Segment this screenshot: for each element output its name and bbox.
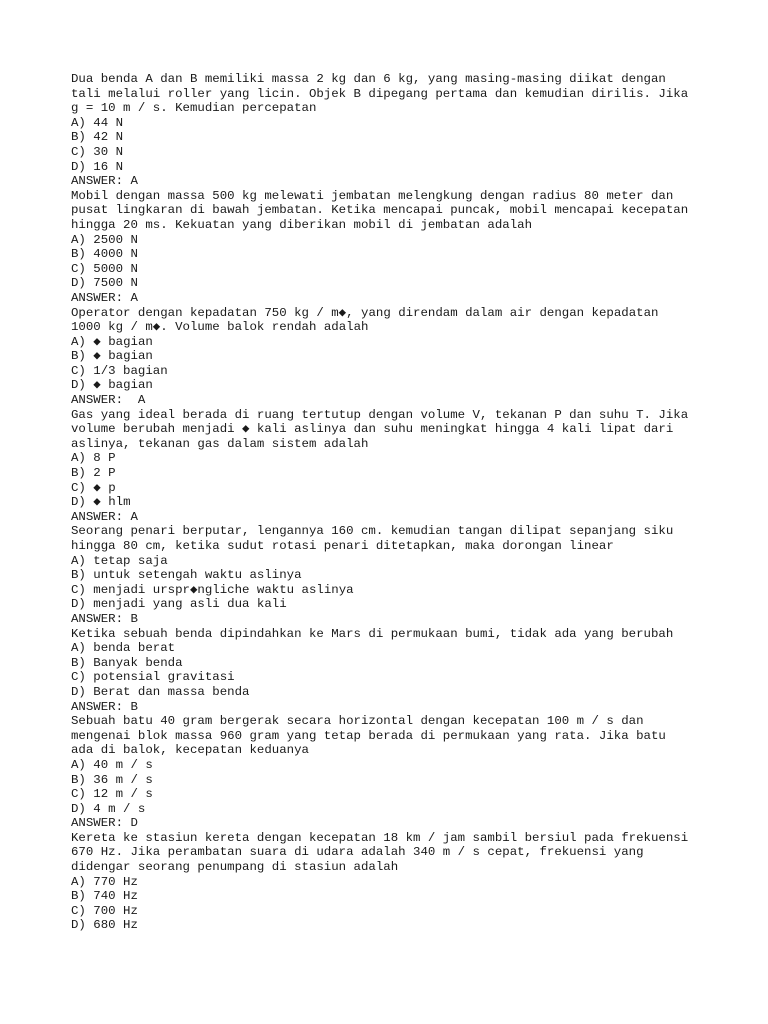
text-line: Operator dengan kepadatan 750 kg / m◆, yang direndam dalam air dengan kepadatan (71, 305, 659, 320)
text-line: D) 680 Hz (71, 918, 138, 933)
text-line: C) 5000 N (71, 261, 138, 276)
text-line: A) tetap saja (71, 553, 168, 568)
text-line: 1000 kg / m◆. Volume balok rendah adalah (71, 320, 369, 335)
text-line: B) 740 Hz (71, 889, 138, 904)
text-line: Sebuah batu 40 gram bergerak secara horizontal dengan kecepatan 100 m / s dan (71, 714, 644, 729)
text-line: D) ◆ hlm (71, 495, 131, 510)
text-line: ANSWER: A (71, 290, 138, 305)
text-line: hingga 20 ms. Kekuatan yang diberikan mobil di jembatan adalah (71, 217, 533, 232)
text-line: ANSWER: A (71, 174, 138, 189)
document-page (71, 72, 751, 933)
text-line: B) 2 P (71, 466, 116, 481)
text-line: D) 7500 N (71, 276, 138, 291)
text-line: Gas yang ideal berada di ruang tertutup dengan volume V, tekanan P dan suhu T. Jika (71, 407, 689, 422)
text-line: ANSWER: A (71, 393, 146, 408)
text-line: B) 42 N (71, 130, 124, 145)
text-line: D) menjadi yang asli dua kali (71, 597, 287, 612)
text-line: C) 12 m / s (71, 787, 153, 802)
text-line: B) Banyak benda (71, 655, 183, 670)
text-line: C) 700 Hz (71, 903, 138, 918)
text-line: A) benda berat (71, 641, 176, 656)
text-line: hingga 80 cm, ketika sudut rotasi penari ditetapkan, maka dorongan linear (71, 539, 614, 553)
text-line: Dua benda A dan B memiliki massa 2 kg dan 6 kg, yang masing-masing diikat dengan (71, 72, 666, 86)
text-line: C) 30 N (71, 144, 124, 159)
text-line: B) 4000 N (71, 247, 138, 262)
text-line: g = 10 m / s. Kemudian percepatan (71, 101, 317, 116)
text-line: ANSWER: D (71, 816, 138, 831)
text-line: ada di balok, kecepatan keduanya (71, 743, 309, 758)
text-line: pusat lingkaran di bawah jembatan. Ketika mencapai puncak, mobil mencapai kecepatan (71, 203, 689, 218)
text-line: C) ◆ p (71, 480, 116, 495)
text-line: A) 44 N (71, 115, 124, 130)
text-line: D) 16 N (71, 159, 124, 174)
text-line: D) Berat dan massa benda (71, 684, 250, 699)
text-line: C) menjadi urspr◆ngliche waktu aslinya (71, 582, 354, 597)
text-line: Seorang penari berputar, lengannya 160 cm. kemudian tangan dilipat sepanjang siku (71, 524, 674, 539)
text-line: D) 4 m / s (71, 801, 146, 816)
text-line: A) 40 m / s (71, 757, 153, 772)
text-line: 670 Hz. Jika perambatan suara di udara adalah 340 m / s cepat, frekuensi yang (71, 845, 644, 860)
text-line: A) 8 P (71, 451, 116, 466)
text-line: ANSWER: B (71, 699, 138, 714)
text-line: B) ◆ bagian (71, 349, 153, 364)
text-line: C) potensial gravitasi (71, 670, 235, 685)
text-line: mengenai blok massa 960 gram yang tetap berada di permukaan yang rata. Jika batu (71, 728, 666, 743)
text-line: Mobil dengan massa 500 kg melewati jembatan melengkung dengan radius 80 meter dan (71, 188, 674, 203)
text-line: didengar seorang penumpang di stasiun adalah (71, 860, 399, 875)
text-line: tali melalui roller yang licin. Objek B dipegang pertama dan kemudian dirilis. Jika (71, 86, 689, 101)
text-line: A) ◆ bagian (71, 334, 153, 349)
text-line: B) untuk setengah waktu aslinya (71, 568, 302, 583)
text-line: Kereta ke stasiun kereta dengan kecepatan 18 km / jam sambil bersiul pada frekuensi (71, 830, 689, 845)
text-line: volume berubah menjadi ◆ kali aslinya dan suhu meningkat hingga 4 kali lipat dari (71, 422, 674, 437)
text-line: ANSWER: A (71, 509, 138, 524)
text-line: B) 36 m / s (71, 772, 153, 787)
text-line: C) 1/3 bagian (71, 363, 168, 378)
text-line: aslinya, tekanan gas dalam sistem adalah (71, 436, 369, 451)
text-line: ANSWER: B (71, 611, 138, 626)
text-line: A) 770 Hz (71, 874, 138, 889)
text-line: Ketika sebuah benda dipindahkan ke Mars di permukaan bumi, tidak ada yang berubah (71, 626, 674, 641)
text-line: A) 2500 N (71, 232, 138, 247)
text-line: D) ◆ bagian (71, 378, 153, 393)
